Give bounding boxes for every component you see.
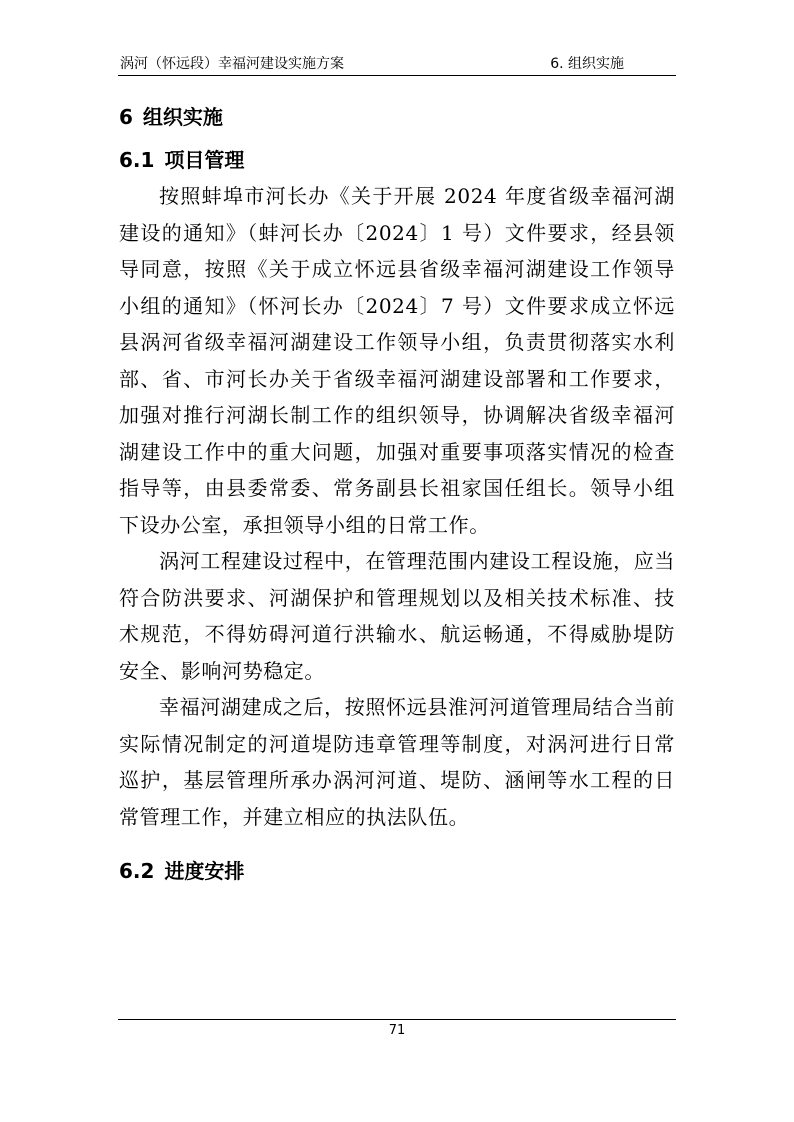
section-title: 项目管理 xyxy=(164,148,245,172)
header-divider xyxy=(118,75,676,76)
section-heading-6-1 xyxy=(119,146,244,174)
section-number: 6.1 xyxy=(119,148,155,172)
section-6-1-body xyxy=(119,178,675,835)
section-title: 进度安排 xyxy=(164,859,245,883)
footer-divider xyxy=(118,1019,676,1020)
paragraph: 按照蚌埠市河长办《关于开展 2024 年度省级幸福河湖建设的通知》（蚌河长办〔2024〕1 号）文件要求，经县领导同意，按照《关于成立怀远县省级幸福河湖建设工作领导小组的通知》（怀河长办〔2024〕7 号）文件要求成立怀远县涡河省级幸福河湖建设工作领导小组，负责贯彻落实水利部、省、市河长办关于省级幸福河湖建设部署和工作要求，加强对推行河湖长制工作的组织领导，协调解决省级幸福河湖建设工作中的重大问题，加强对重要事项落实情况的检查指导等，由县委常委、常务副县长祖家国任组长。领导小组下设办公室，承担领导小组的日常工作。 xyxy=(119,184,675,537)
section-heading-6-2 xyxy=(119,857,244,885)
header-section-label: 6. 组织实施 xyxy=(550,56,624,72)
running-header xyxy=(118,54,676,76)
header-document-title: 涡河（怀远段）幸福河建设实施方案 xyxy=(120,56,344,72)
section-number: 6.2 xyxy=(119,859,155,883)
chapter-heading xyxy=(119,103,223,131)
chapter-title: 组织实施 xyxy=(142,105,223,129)
chapter-number: 6 xyxy=(119,105,133,129)
page-number: 71 xyxy=(388,1023,406,1038)
paragraph: 涡河工程建设过程中，在管理范围内建设工程设施，应当符合防洪要求、河湖保护和管理规划以及相关技术标准、技术规范，不得妨碍河道行洪输水、航运畅通，不得威胁堤防安全、影响河势稳定。 xyxy=(119,549,675,683)
paragraph: 幸福河湖建成之后，按照怀远县淮河河道管理局结合当前实际情况制定的河道堤防违章管理等制度，对涡河进行日常巡护，基层管理所承办涡河河道、堤防、涵闸等水工程的日常管理工作，并建立相应的执法队伍。 xyxy=(119,695,675,829)
